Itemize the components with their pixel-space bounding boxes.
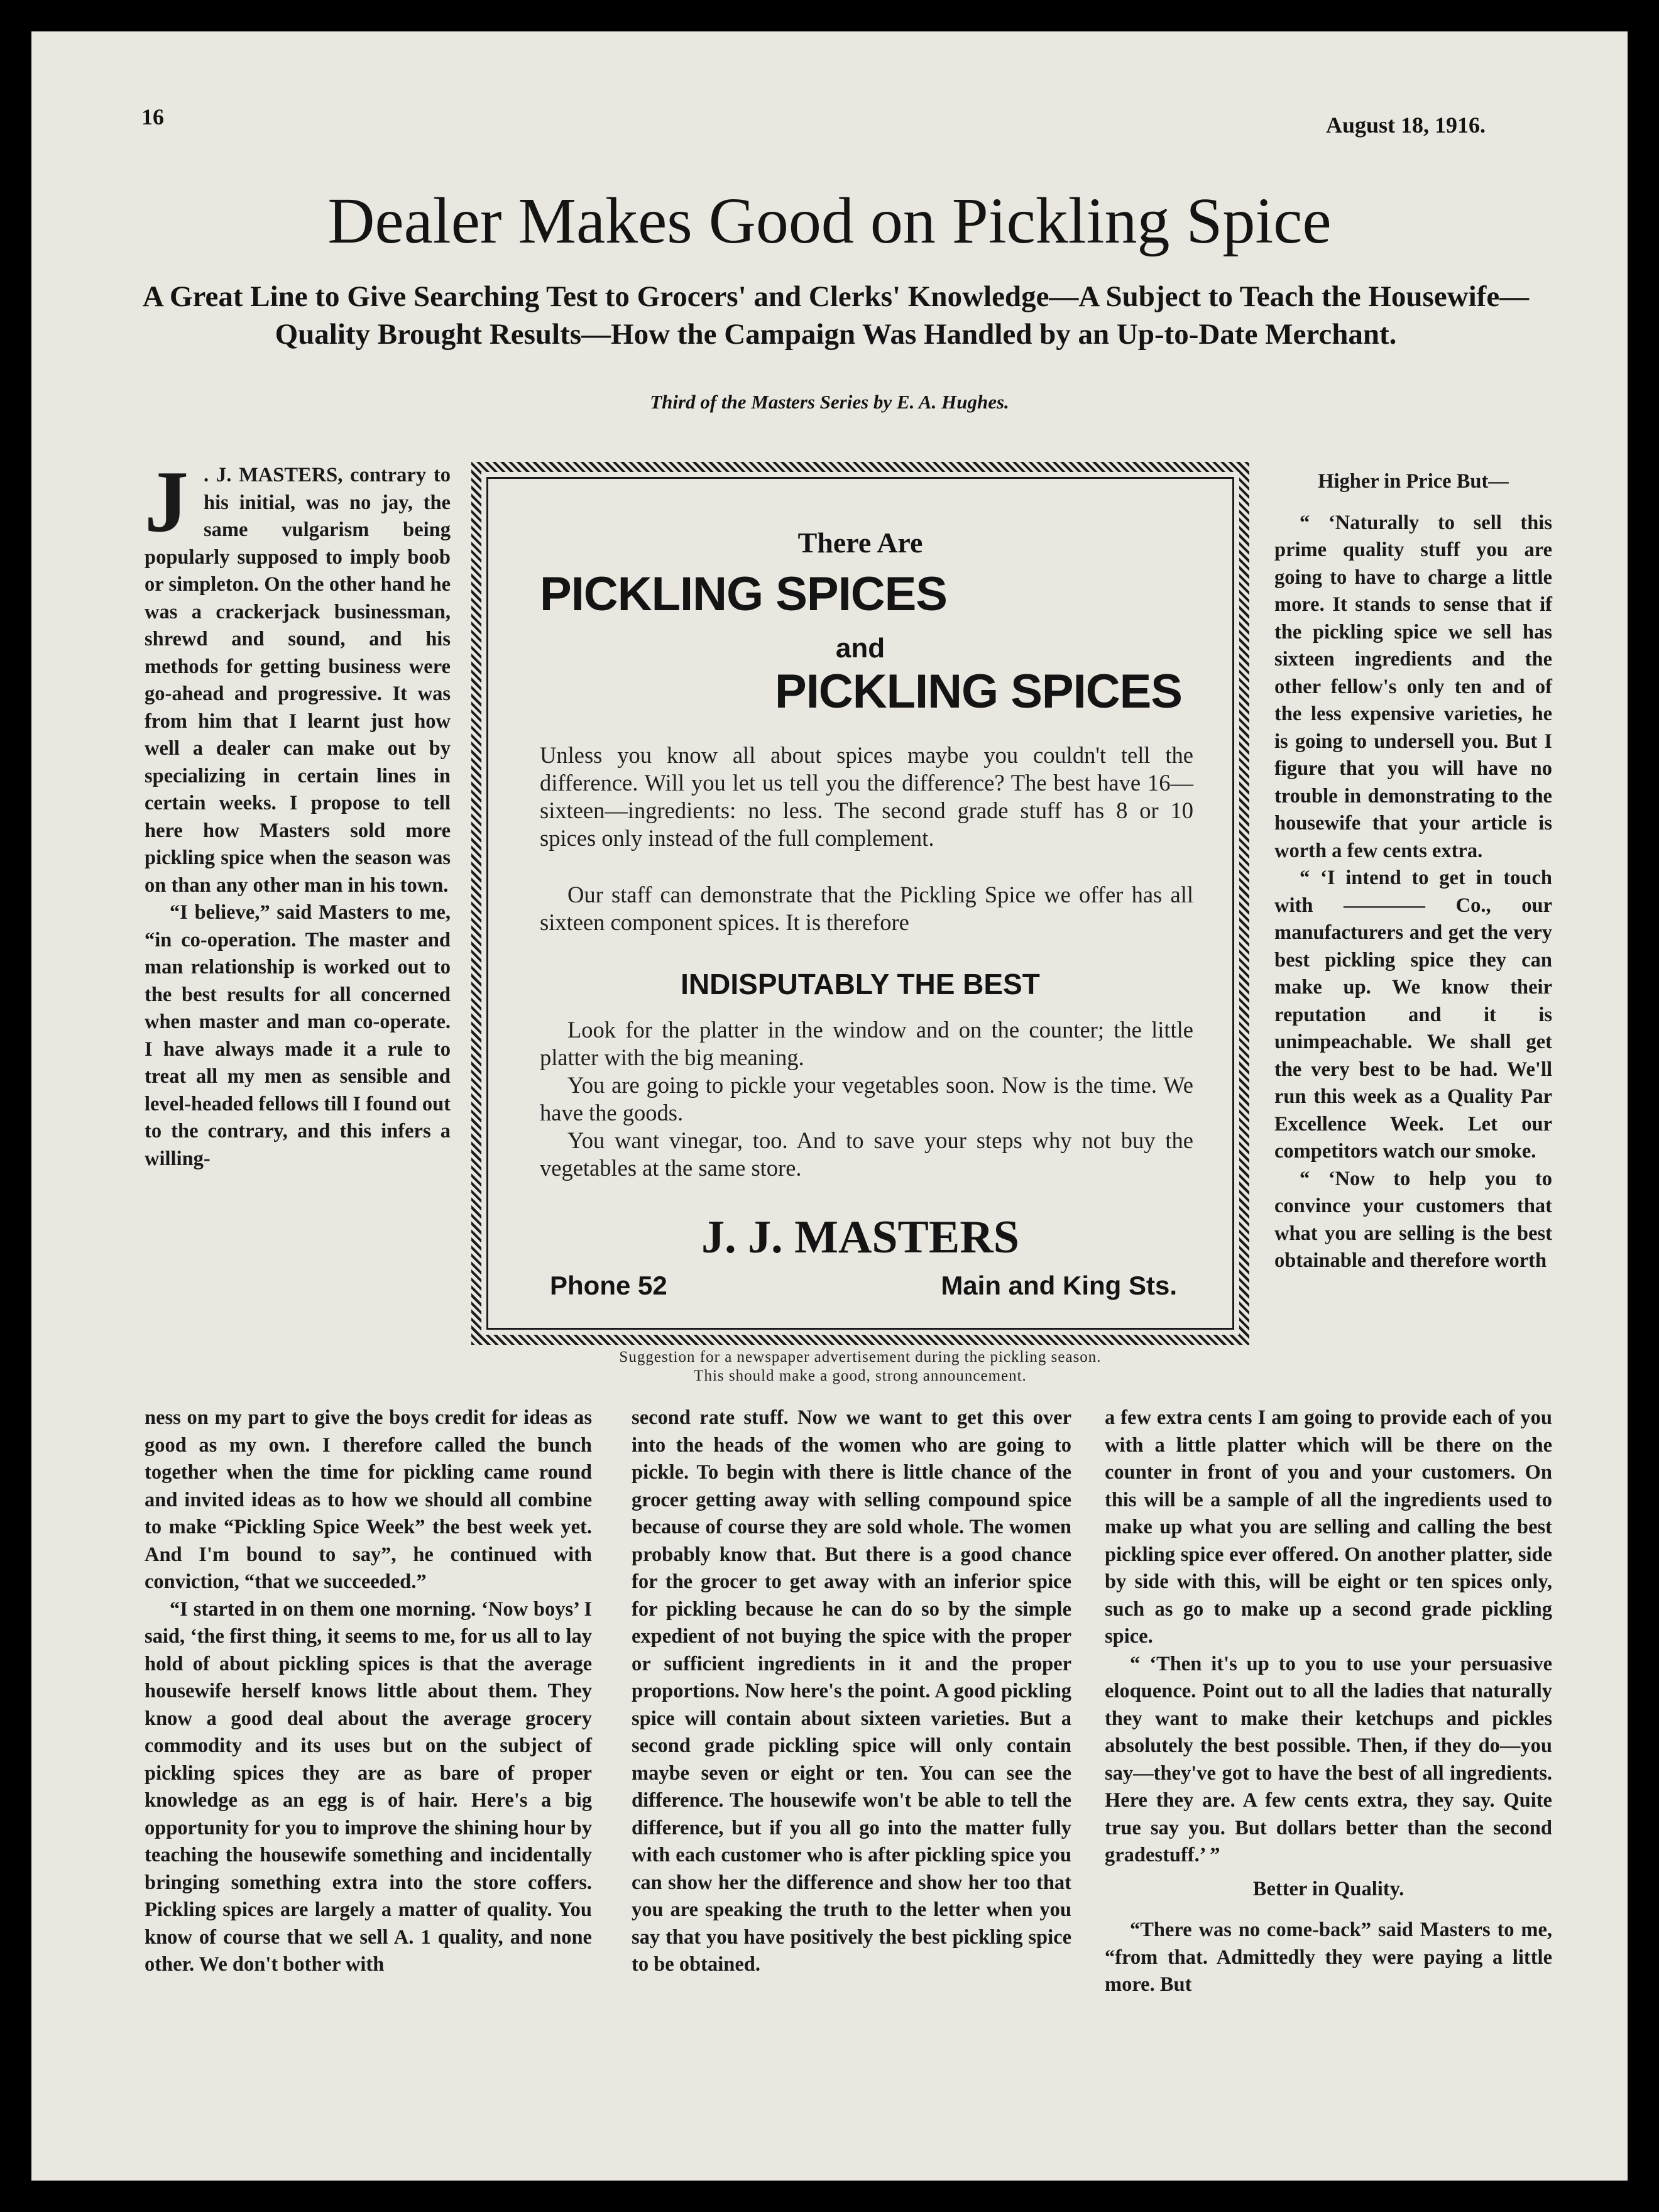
ad-merchant-name: J. J. MASTERS — [701, 1212, 1019, 1263]
article-paragraph: “ ‘Then it's up to you to use your persuasive eloquence. Point out to all the ladies that naturally they want to make their ketchups and pickles absolutely the best possible. Then, if they do—you say—they've got to have the best of all ingredients. Here they are. A few cents extra, they say. Quite true say you. But dollars better than the second gradestuff.’ ” — [1105, 1652, 1552, 1866]
drop-cap: J — [145, 453, 189, 550]
section-heading: Better in Quality. — [1252, 1877, 1404, 1900]
article-paragraph: a few extra cents I am going to provide each of you with a little platter which will be there on the counter in front of you and your customers. On this will be a sample of all the ingredients used to make up what you are selling and calling the best pickling spice ever offered. On another platter, side by side with this, will be eight or ten spices only, such as go to make up a second grade pickling spice. — [1105, 1406, 1552, 1648]
article-paragraph: “ ‘Naturally to sell this prime quality stuff you are going to have to charge a little more. It stands to sense that if the pickling spice we sell has sixteen ingredients and the other fellow's only ten and of the less expensive varieties, he is going to undersell you. But I figure that you will have no trouble in demonstrating to the housewife that your article is worth a few cents extra. — [1274, 511, 1552, 862]
ad-body-staff — [540, 881, 1193, 936]
ad-address: Main and King Sts. — [941, 1271, 1177, 1300]
article-column-middle — [632, 1404, 1071, 1979]
article-subhead: A Great Line to Give Searching Test to Grocers' and Clerks' Knowledge—A Subject to Teach the Housewife—Quality Brought Results—How the Campaign Was Handled by an Up-to-Date Merchant. — [142, 280, 1530, 351]
caption-line: Suggestion for a newspaper advertisement during the pickling season. — [619, 1349, 1102, 1366]
article-column-right-top — [1274, 462, 1552, 1275]
ad-headline-second: PICKLING SPICES — [775, 665, 1182, 718]
ad-paragraph: You want vinegar, too. And to save your steps why not buy the vegetables at the same store. — [540, 1127, 1193, 1181]
article-paragraph: . J. MASTERS, contrary to his initial, was no jay, the same vulgarism being popularly supposed to imply boob or simpleton. On the other hand he was a crackerjack businessman, shrewd and sound, and his methods for getting business were go-ahead and progressive. It was from him that I learnt just how well a dealer can make out by specializing in certain lines in certain weeks. I propose to tell here how Masters sold more pickling spice when the season was on than any other man in his town. — [145, 464, 451, 897]
section-heading: Higher in Price But— — [1318, 470, 1509, 493]
ad-there-are: There Are — [797, 527, 923, 559]
ad-body-closing — [540, 1016, 1193, 1182]
article-paragraph: “ ‘Now to help you to convince your customers that what you are selling is the best obtainable and therefore worth — [1274, 1167, 1552, 1272]
issue-date: August 18, 1916. — [1326, 112, 1486, 138]
article-paragraph: “ ‘I intend to get in touch with ———— Co., our manufacturers and get the very best pickling spice they can make up. We know their reputation and it is unimpeachable. We shall get the very best to be had. We'll run this week as a Quality Par Excellence Week. Let our competitors watch our smoke. — [1274, 867, 1552, 1163]
ad-phone: Phone 52 — [550, 1271, 667, 1300]
advertisement-box — [471, 462, 1249, 1345]
magazine-page — [31, 31, 1628, 2181]
article-paragraph: second rate stuff. Now we want to get this over into the heads of the women who are going to pickle. To begin with there is little chance of the grocer getting away with selling compound spice because of course they are sold whole. The women probably know that. But there is a good chance for the grocer to get away with an inferior spice for pickling because he can do so by the simple expedient of not buying the spice with the proper or sufficient ingredients in it and the proper proportions. Now here's the point. A good pickling spice will contain about sixteen varieties. But a second grade pickling spice will only contain maybe seven or eight or ten. You can see the difference. The housewife won't be able to tell the difference, but if you all go into the matter fully with each customer who is after pickling spice you can show her the difference and show her too that you are speaking the truth to the letter when you say that you have positively the best pickling spice to be obtained. — [632, 1406, 1071, 1976]
ad-and: and — [835, 633, 885, 664]
page-number: 16 — [141, 104, 164, 129]
advertisement-inner-frame — [486, 477, 1234, 1330]
ad-body-intro — [540, 742, 1193, 852]
article-paragraph: “There was no come-back” said Masters to me, “from that. Admittedly they were paying a little more. But — [1105, 1919, 1552, 1996]
ad-paragraph: Our staff can demonstrate that the Pickling Spice we offer has all sixteen component spices. It is therefore — [540, 882, 1193, 935]
ad-paragraph: Unless you know all about spices maybe you couldn't tell the difference. Will you let us tell you the difference? The best have 16—sixteen—ingredients: no less. The second grade stuff has 8 or 10 spices only instead of the full complement. — [540, 742, 1193, 851]
article-headline: Dealer Makes Good on Pickling Spice — [327, 185, 1332, 257]
advertisement-caption — [471, 1348, 1249, 1386]
caption-line: This should make a good, strong announcement. — [694, 1367, 1027, 1384]
article-byline: Third of the Masters Series by E. A. Hughes. — [650, 391, 1009, 413]
ad-paragraph: Look for the platter in the window and on the counter; the little platter with the big meaning. — [540, 1017, 1193, 1070]
ad-indisputably-best: INDISPUTABLY THE BEST — [681, 968, 1040, 1000]
ad-paragraph: You are going to pickle your vegetables soon. Now is the time. We have the goods. — [540, 1072, 1193, 1125]
article-column-left-bottom — [145, 1404, 592, 1979]
article-column-right-bottom — [1105, 1404, 1552, 1999]
article-paragraph: “I believe,” said Masters to me, “in co-operation. The master and man relationship is worked out to the best results for all concerned when master and man co-operate. I have always made it a rule to treat all my men as sensible and level-headed fellows till I found out to the contrary, and this infers a willing- — [145, 901, 451, 1170]
article-paragraph: ness on my part to give the boys credit for ideas as good as my own. I therefore called the bunch together when the time for pickling came round and invited ideas as to how we should all combine to make “Pickling Spice Week” the best week yet. And I'm bound to say”, he continued with conviction, “that we succeeded.” — [145, 1406, 592, 1593]
ad-headline-first: PICKLING SPICES — [540, 567, 947, 621]
article-column-left-top — [145, 453, 451, 1173]
article-paragraph: “I started in on them one morning. ‘Now boys’ I said, ‘the first thing, it seems to me, for us all to lay hold of about pickling spices is that the average housewife herself knows little about them. They know a good deal about the average grocery commodity and its uses but on the subject of pickling spices they are as bare of proper knowledge as an egg is of hair. Here's a big opportunity for you to improve the shining hour by teaching the housewife something and incidentally bringing something extra into the store coffers. Pickling spices are largely a matter of quality. You know of course that we sell A. 1 quality, and none other. We don't bother with — [145, 1597, 592, 1976]
